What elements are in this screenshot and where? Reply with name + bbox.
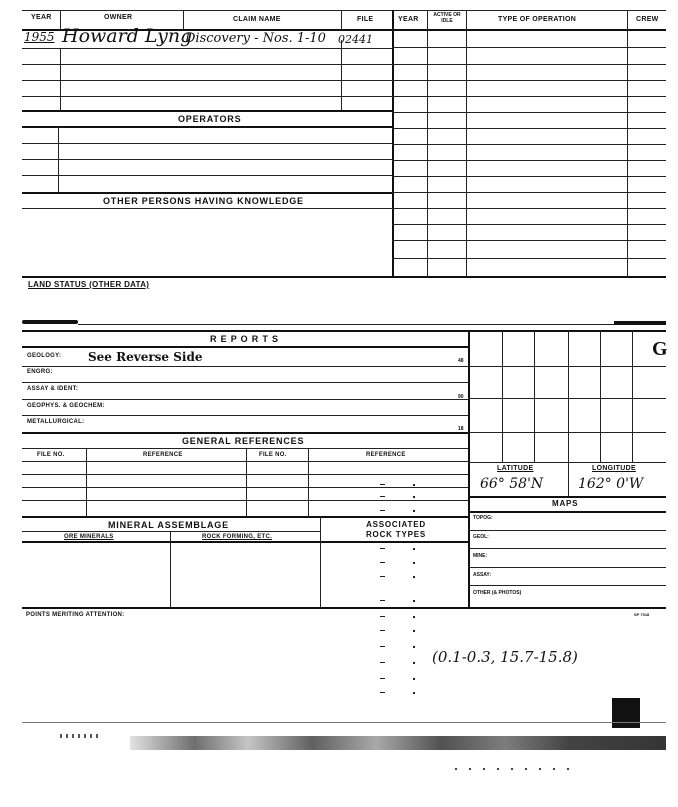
- ref-file-no-1: FILE NO.: [37, 452, 65, 458]
- maps-topog: TOPOG:: [473, 515, 493, 521]
- header-crew: CREW: [636, 16, 659, 23]
- geology-value: See Reverse Side: [88, 350, 203, 364]
- maps-heading: MAPS: [552, 499, 579, 508]
- maps-other-photos: OTHER (& PHOTOS): [473, 590, 522, 596]
- metallurgical-label: METALLURGICAL:: [27, 419, 85, 425]
- geology-label: GEOLOGY:: [27, 353, 62, 359]
- ref-file-no-2: FILE NO.: [259, 452, 287, 458]
- header-op-year: YEAR: [398, 16, 419, 23]
- entry-file: 02441: [338, 33, 373, 46]
- ref-reference-2: REFERENCE: [366, 452, 406, 458]
- entry-owner: Howard Lyng: [62, 25, 193, 47]
- header-owner: OWNER: [104, 14, 133, 21]
- longitude-label: LONGITUDE: [592, 465, 636, 472]
- assay-ident-label: ASSAY & IDENT:: [27, 386, 79, 392]
- maps-geol: GEOL:: [473, 534, 489, 540]
- header-year: YEAR: [31, 14, 52, 21]
- general-references-heading: GENERAL REFERENCES: [182, 436, 305, 446]
- top-border: [22, 10, 666, 11]
- latitude-value: 66° 58'N: [480, 476, 544, 492]
- entry-year: 1955: [24, 30, 55, 44]
- points-meriting-label: POINTS MERITING ATTENTION:: [26, 612, 125, 618]
- ref-reference-1: REFERENCE: [143, 452, 183, 458]
- engrg-label: ENGRG:: [27, 369, 53, 375]
- header-type-of-operation: TYPE OF OPERATION: [498, 16, 577, 23]
- rock-forming-label: ROCK FORMING, ETC.: [202, 534, 273, 540]
- ore-minerals-label: ORE MINERALS: [64, 534, 114, 540]
- associated-rock-types-heading: ASSOCIATED ROCK TYPES: [365, 520, 426, 539]
- header-file: FILE: [357, 16, 374, 23]
- land-status-label: LAND STATUS (OTHER DATA): [28, 280, 150, 289]
- mineral-assemblage-heading: MINERAL ASSEMBLAGE: [108, 520, 229, 530]
- header-active-idle: ACTIVE OR IDLE: [433, 12, 461, 24]
- operators-heading: OPERATORS: [178, 114, 242, 124]
- longitude-value: 162° 0'W: [578, 476, 644, 492]
- geophys-geochem-label: GEOPHYS. & GEOCHEM:: [27, 403, 105, 409]
- handwritten-note: (0.1-0.3, 15.7-15.8): [432, 648, 578, 666]
- entry-claim-name: Discovery - Nos. 1-10: [185, 31, 326, 46]
- registration-block: [612, 698, 640, 728]
- reports-heading: R E P O R T S: [210, 334, 279, 344]
- side-number-18: 18: [458, 426, 464, 432]
- form-number: SP 7918: [634, 612, 650, 617]
- side-number-48: 48: [458, 358, 464, 364]
- corner-letter: G: [652, 338, 668, 360]
- other-persons-heading: OTHER PERSONS HAVING KNOWLEDGE: [103, 196, 304, 206]
- main-divider: [392, 10, 394, 276]
- maps-assay: ASSAY:: [473, 572, 492, 578]
- latitude-label: LATITUDE: [497, 465, 534, 472]
- header-claim-name: CLAIM NAME: [233, 16, 281, 23]
- side-number-90: 90: [458, 394, 464, 400]
- maps-mine: MINE:: [473, 553, 488, 559]
